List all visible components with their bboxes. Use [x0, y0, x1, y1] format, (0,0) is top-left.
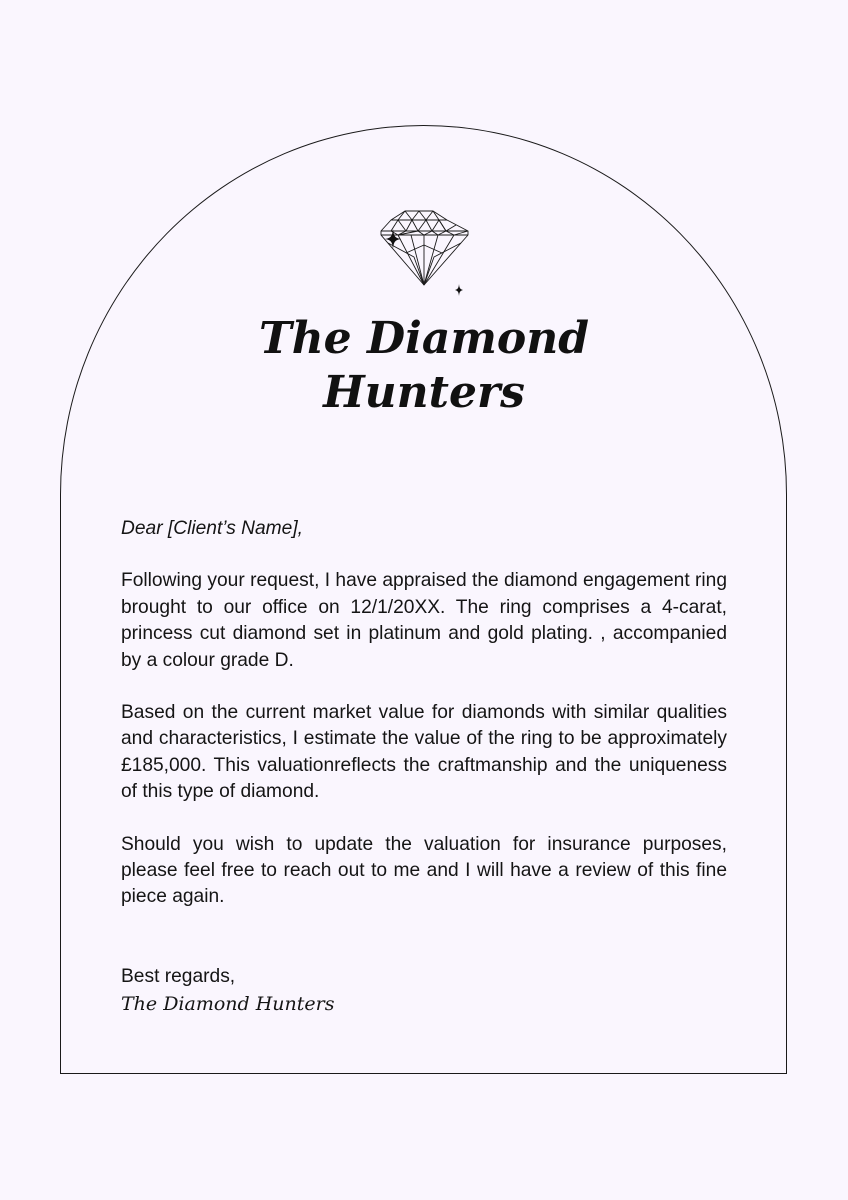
sparkle-icon	[455, 284, 463, 296]
paragraph-appraisal: Following your request, I have appraised the diamond engagement ring brought to our office on 12/1/20XX. The ring comprises a 4-carat, princess cut diamond set in platinum and gold plating. , accompanied by a colour grade D.	[121, 570, 727, 671]
salutation: Dear [Client’s Name],	[121, 518, 303, 539]
brand-title-line2: Hunters	[323, 367, 525, 418]
diamond-icon	[381, 211, 468, 285]
paragraph-valuation: Based on the current market value for diamonds with similar qualities and characteristics, I estimate the value of the ring to be approximately £185,000. This valuationreflects the craftmanship and the uniqueness of this type of diamond.	[121, 702, 727, 803]
sparkle-icon	[385, 229, 401, 249]
brand-title-line1: The Diamond	[258, 313, 590, 364]
closing: Best regards,	[121, 965, 236, 987]
paragraph-update: Should you wish to update the valuation for insurance purposes, please feel free to reach out to me and I will have a review of this fine piece again.	[121, 833, 727, 908]
letter-body	[121, 516, 727, 1018]
diamond-logo	[376, 205, 476, 305]
signature: The Diamond Hunters	[121, 993, 335, 1016]
